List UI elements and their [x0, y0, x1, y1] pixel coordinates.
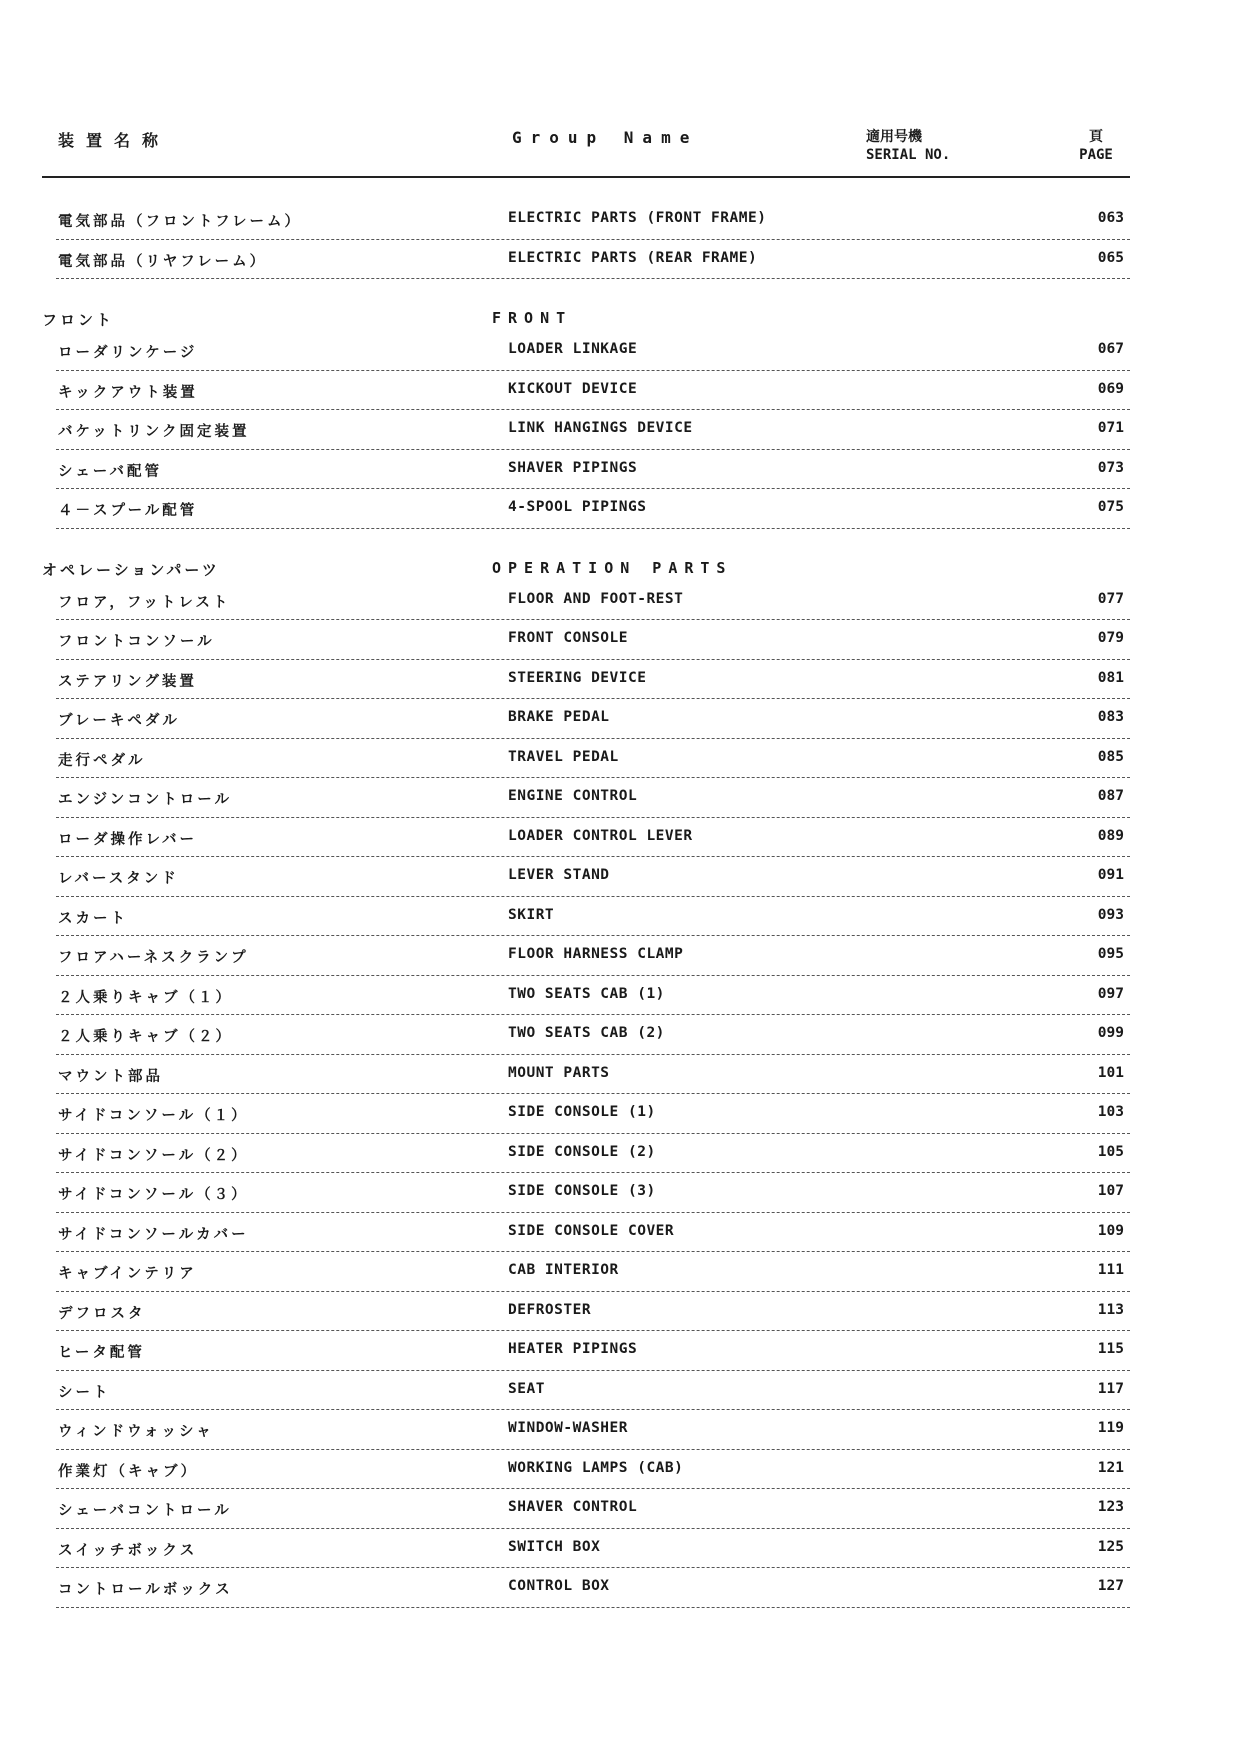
entry-name-en: SHAVER PIPINGS — [508, 459, 638, 476]
index-entry — [56, 857, 1130, 897]
index-entry — [56, 620, 1130, 660]
index-entry — [56, 897, 1130, 937]
entry-name-jp: フロントコンソール — [58, 634, 215, 650]
entry-name-jp: フロア，フットレスト — [58, 594, 231, 611]
entry-name-en: SIDE CONSOLE COVER — [508, 1222, 675, 1239]
index-entry — [56, 581, 1130, 621]
entry-name-jp: ローダ操作レバー — [58, 831, 197, 848]
entry-name-jp: 走行ペダル — [58, 752, 146, 769]
entry-name-en: LEVER STAND — [508, 867, 610, 883]
entry-name-jp: ブレーキペダル — [58, 713, 180, 729]
entry-name-en: WINDOW-WASHER — [508, 1420, 628, 1436]
index-entry — [56, 1529, 1130, 1569]
group-spacer — [42, 529, 1134, 559]
header-page-jp: 頁 — [1089, 129, 1103, 145]
entry-name-en: SEAT — [508, 1380, 545, 1397]
entry-page-number: 085 — [1097, 748, 1124, 765]
index-entry — [56, 1450, 1130, 1490]
index-entry — [56, 1173, 1130, 1213]
entry-name-en: WORKING LAMPS (CAB) — [508, 1459, 684, 1476]
entry-name-en: STEERING DEVICE — [508, 669, 647, 686]
header-serial — [866, 128, 950, 164]
group-heading-jp: オペレーションパーツ — [42, 560, 220, 579]
index-entry — [56, 1410, 1130, 1450]
entry-name-en: BRAKE PEDAL — [508, 709, 610, 725]
index-entry — [56, 1134, 1130, 1174]
group-heading — [42, 309, 1134, 331]
index-entry — [56, 1094, 1130, 1134]
index-entry — [56, 1489, 1130, 1529]
entry-page-number: 077 — [1097, 590, 1124, 607]
entry-name-en: LOADER CONTROL LEVER — [508, 827, 693, 844]
entry-name-en: TWO SEATS CAB (2) — [508, 1025, 665, 1041]
header-rule — [42, 176, 1130, 178]
index-entry — [56, 1213, 1130, 1253]
index-entry — [56, 331, 1130, 371]
entry-page-number: 123 — [1097, 1499, 1124, 1515]
entry-name-jp: デフロスタ — [58, 1305, 146, 1322]
index-entry — [56, 450, 1130, 490]
entry-page-number: 071 — [1097, 420, 1124, 436]
entry-page-number: 081 — [1097, 669, 1124, 686]
entry-name-jp: ２人乗りキャブ（１） — [58, 989, 233, 1006]
entry-name-en: TWO SEATS CAB (1) — [508, 985, 665, 1002]
entry-page-number: 093 — [1097, 906, 1124, 923]
entry-name-en: TRAVEL PEDAL — [508, 748, 619, 765]
index-entry — [56, 1331, 1130, 1371]
parts-index — [42, 200, 1134, 1608]
entry-page-number: 083 — [1097, 709, 1124, 725]
entry-name-jp: コントロールボックス — [58, 1582, 233, 1598]
entry-name-jp: ４－スプール配管 — [58, 503, 198, 519]
entry-name-jp: フロアハーネスクランプ — [58, 950, 249, 966]
index-entry — [56, 936, 1130, 976]
index-entry — [56, 739, 1130, 779]
entry-name-en: SIDE CONSOLE (3) — [508, 1183, 656, 1199]
index-entry — [56, 1292, 1130, 1332]
entry-name-jp: レバースタンド — [58, 871, 179, 887]
entry-page-number: 103 — [1097, 1104, 1124, 1120]
entry-page-number: 115 — [1097, 1341, 1124, 1357]
index-entry — [56, 1371, 1130, 1411]
entry-name-jp: シェーバコントロール — [58, 1503, 232, 1519]
entry-name-en: MOUNT PARTS — [508, 1064, 610, 1081]
entry-page-number: 063 — [1097, 210, 1124, 226]
entry-name-jp: ２人乗りキャブ（２） — [58, 1029, 233, 1045]
entry-name-en: SIDE CONSOLE (2) — [508, 1143, 656, 1160]
index-entry — [56, 699, 1130, 739]
entry-page-number: 091 — [1097, 867, 1124, 883]
entry-name-jp: マウント部品 — [58, 1068, 163, 1085]
entry-name-jp: 作業灯（キャブ） — [58, 1463, 199, 1480]
entry-page-number: 113 — [1097, 1301, 1124, 1318]
entry-name-en: SWITCH BOX — [508, 1538, 601, 1555]
entry-name-jp: ローダリンケージ — [58, 345, 198, 361]
group-spacer — [42, 279, 1134, 309]
group-heading-en: OPERATION PARTS — [492, 558, 733, 577]
entry-page-number: 065 — [1097, 249, 1124, 266]
entry-name-jp: キャブインテリア — [58, 1266, 197, 1282]
header-page — [1076, 128, 1116, 164]
entry-name-en: CAB INTERIOR — [508, 1262, 619, 1278]
entry-page-number: 099 — [1097, 1025, 1124, 1041]
entry-name-en: ELECTRIC PARTS (FRONT FRAME) — [508, 210, 767, 226]
header-serial-jp: 適用号機 — [866, 129, 922, 145]
index-entry — [56, 489, 1130, 529]
entry-page-number: 075 — [1097, 499, 1124, 515]
index-entry — [56, 976, 1130, 1016]
index-entry — [56, 371, 1130, 411]
entry-page-number: 111 — [1097, 1262, 1124, 1278]
header-serial-en: SERIAL NO. — [866, 147, 951, 163]
entry-name-jp: ステアリング装置 — [58, 673, 197, 690]
group-heading-en: FRONT — [492, 309, 573, 327]
entry-page-number: 117 — [1097, 1380, 1124, 1397]
entry-name-en: ENGINE CONTROL — [508, 788, 638, 804]
entry-name-en: HEATER PIPINGS — [508, 1341, 638, 1357]
entry-page-number: 067 — [1097, 341, 1124, 357]
entry-name-en: FLOOR AND FOOT-REST — [508, 590, 684, 607]
index-entry — [56, 1252, 1130, 1292]
header-group-name-en: Group Name — [512, 128, 699, 147]
entry-name-jp: ウィンドウォッシャ — [58, 1424, 214, 1440]
index-entry — [56, 200, 1130, 240]
entry-page-number: 119 — [1097, 1420, 1124, 1436]
entry-name-en: DEFROSTER — [508, 1301, 592, 1318]
header-page-en: PAGE — [1079, 147, 1113, 163]
entry-page-number: 097 — [1097, 985, 1124, 1002]
entry-name-jp: シート — [58, 1384, 111, 1401]
index-entry — [56, 240, 1130, 280]
entry-name-jp: サイドコンソール（２） — [58, 1147, 249, 1164]
header-group-name-jp: 装置名称 — [58, 131, 171, 150]
entry-page-number: 107 — [1097, 1183, 1124, 1199]
entry-name-en: FRONT CONSOLE — [508, 630, 628, 646]
entry-name-jp: サイドコンソール（３） — [58, 1187, 249, 1203]
index-entry — [56, 778, 1130, 818]
entry-name-jp: 電気部品（リヤフレーム） — [58, 253, 268, 270]
entry-name-en: LINK HANGINGS DEVICE — [508, 420, 693, 436]
entry-name-en: SIDE CONSOLE (1) — [508, 1104, 656, 1120]
index-entry — [56, 660, 1130, 700]
entry-page-number: 073 — [1097, 459, 1124, 476]
entry-name-jp: エンジンコントロール — [58, 792, 232, 808]
entry-name-jp: ヒータ配管 — [58, 1345, 145, 1361]
entry-name-jp: シェーバ配管 — [58, 463, 162, 480]
entry-name-en: FLOOR HARNESS CLAMP — [508, 946, 684, 962]
index-entry — [56, 1568, 1130, 1608]
entry-name-en: KICKOUT DEVICE — [508, 380, 638, 397]
entry-page-number: 125 — [1097, 1538, 1124, 1555]
index-entry — [56, 1055, 1130, 1095]
entry-name-en: SHAVER CONTROL — [508, 1499, 638, 1515]
entry-page-number: 079 — [1097, 630, 1124, 646]
entry-name-jp: 電気部品（フロントフレーム） — [58, 214, 302, 230]
entry-name-en: 4-SPOOL PIPINGS — [508, 499, 647, 515]
group-heading-jp: フロント — [42, 311, 115, 329]
entry-page-number: 069 — [1097, 380, 1124, 397]
entry-page-number: 109 — [1097, 1222, 1124, 1239]
entry-name-jp: サイドコンソール（１） — [58, 1108, 249, 1124]
entry-page-number: 095 — [1097, 946, 1124, 962]
group-heading — [42, 559, 1134, 581]
entry-name-en: ELECTRIC PARTS (REAR FRAME) — [508, 249, 758, 266]
entry-page-number: 121 — [1097, 1459, 1124, 1476]
entry-page-number: 127 — [1097, 1578, 1124, 1594]
entry-name-en: SKIRT — [508, 906, 555, 923]
entry-name-jp: スカート — [58, 910, 128, 927]
entry-name-en: CONTROL BOX — [508, 1578, 610, 1594]
index-entry — [56, 818, 1130, 858]
entry-name-jp: サイドコンソールカバー — [58, 1226, 249, 1243]
entry-name-en: LOADER LINKAGE — [508, 341, 638, 357]
entry-name-jp: バケットリンク固定装置 — [58, 424, 250, 440]
entry-page-number: 105 — [1097, 1143, 1124, 1160]
entry-page-number: 089 — [1097, 827, 1124, 844]
index-entry — [56, 1015, 1130, 1055]
entry-name-jp: キックアウト装置 — [58, 384, 198, 401]
entry-page-number: 087 — [1097, 788, 1124, 804]
entry-page-number: 101 — [1097, 1064, 1124, 1081]
entry-name-jp: スイッチボックス — [58, 1542, 198, 1559]
index-entry — [56, 410, 1130, 450]
